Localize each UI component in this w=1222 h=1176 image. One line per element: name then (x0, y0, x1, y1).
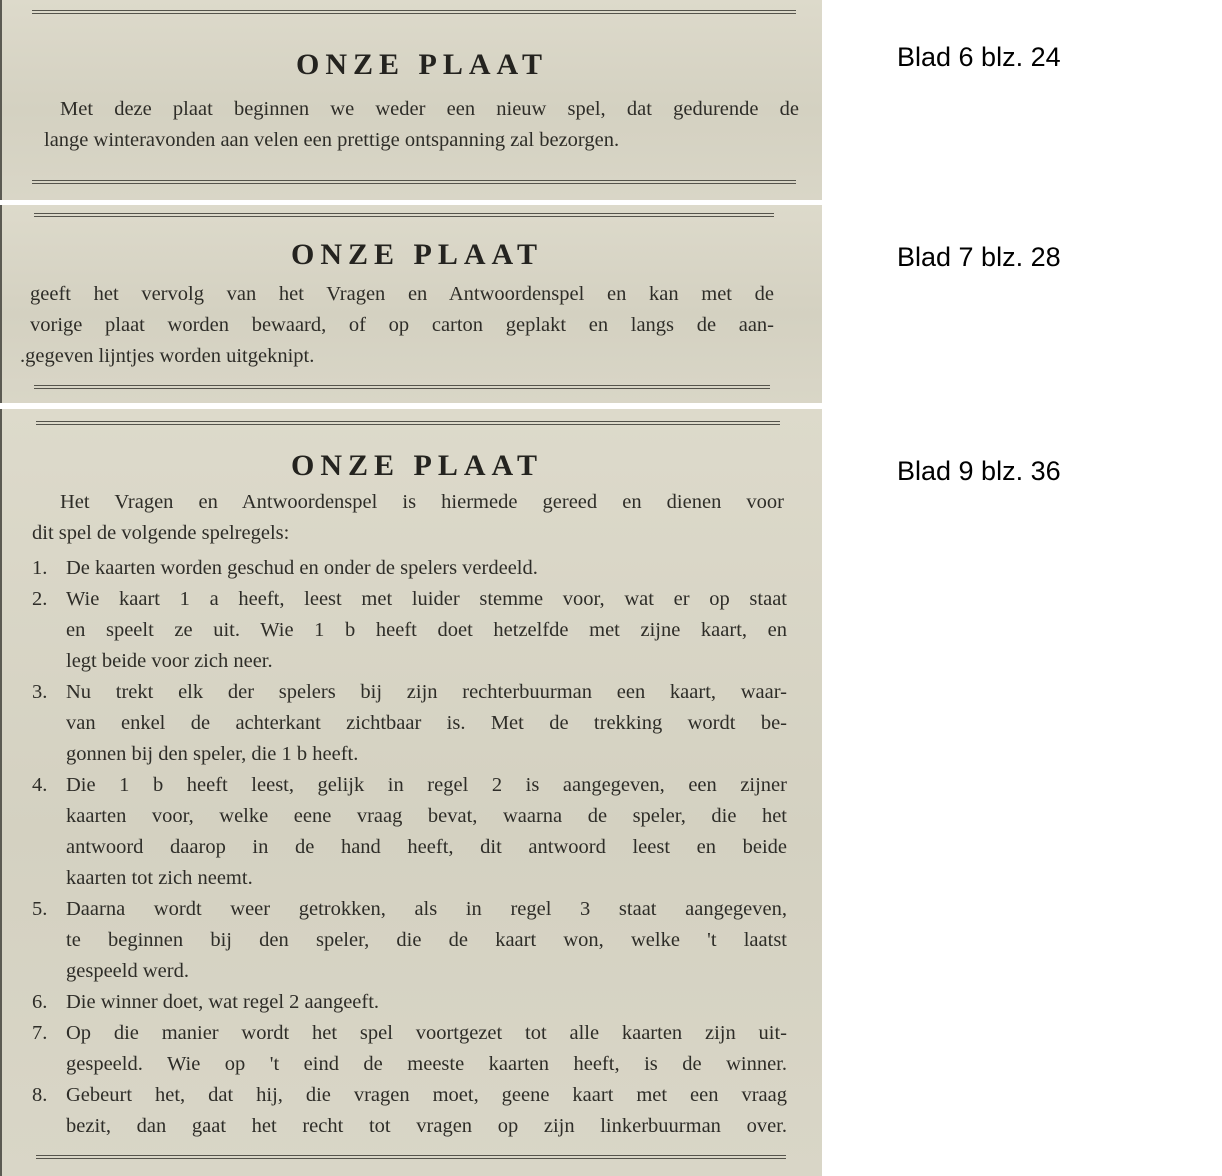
rule-number: 8. (32, 1084, 48, 1106)
text-line: vorige plaat worden bewaard, of op carton geplakt en langs de aan- (30, 314, 774, 336)
text-line: Wie kaart 1 a heeft, leest met luider stemme voor, wat er op staat (66, 588, 787, 610)
rule-item (32, 770, 787, 894)
rule-number: 2. (32, 588, 48, 610)
text-line: gespeeld. Wie op 't eind de meeste kaarten heeft, is de winner. (66, 1053, 787, 1075)
text-line: Op die manier wordt het spel voortgezet tot alle kaarten zijn uit- (66, 1022, 787, 1044)
text-line: gonnen bij den speler, die 1 b heeft. (66, 743, 359, 765)
text-line: geeft het vervolg van het Vragen en Antwoordenspel en kan met de (30, 283, 774, 305)
text-line: kaarten tot zich neemt. (66, 867, 253, 889)
text-line: Met deze plaat beginnen we weder een nieuw spel, dat gedurende de (60, 98, 799, 120)
text-line: Het Vragen en Antwoordenspel is hiermede gereed en dienen voor (60, 491, 784, 513)
text-line: Die 1 b heeft leest, gelijk in regel 2 is aangegeven, een zijner (66, 774, 787, 796)
text-line: dit spel de volgende spelregels: (32, 522, 290, 544)
rule-item (32, 1018, 787, 1080)
clipping-intro (32, 487, 784, 549)
text-line: bezit, dan gaat het recht tot vragen op zijn linkerbuurman over. (66, 1115, 787, 1137)
bottom-double-rule (34, 385, 770, 389)
text-line: te beginnen bij den speler, die de kaart won, welke 't laatst (66, 929, 787, 951)
newspaper-clipping-blad-6 (0, 0, 822, 200)
rule-item (32, 553, 787, 584)
text-line: De kaarten worden geschud en onder de spelers verdeeld. (66, 557, 538, 579)
clipping-text (20, 279, 774, 372)
bottom-double-rule (36, 1155, 786, 1159)
game-rules-list (32, 553, 787, 1142)
text-line: en speelt ze uit. Wie 1 b heeft doet hetzelfde met zijne kaart, en (66, 619, 787, 641)
clipping-text (44, 94, 799, 156)
source-label-blad-9: Blad 9 blz. 36 (897, 456, 1061, 486)
clipping-title: ONZE PLAAT (291, 238, 543, 271)
text-line: Gebeurt het, dat hij, die vragen moet, geene kaart met een vraag (66, 1084, 787, 1106)
rule-item (32, 1080, 787, 1142)
rule-item (32, 987, 787, 1018)
bottom-double-rule (32, 180, 796, 184)
clipping-title: ONZE PLAAT (296, 48, 548, 81)
rule-number: 6. (32, 991, 48, 1013)
text-line: Die winner doet, wat regel 2 aangeeft. (66, 991, 380, 1013)
text-line: gespeeld werd. (66, 960, 189, 982)
text-line: .gegeven lijntjes worden uitgeknipt. (20, 345, 315, 367)
text-line: Nu trekt elk der spelers bij zijn rechterbuurman een kaart, waar- (66, 681, 787, 703)
top-double-rule (36, 421, 780, 425)
newspaper-clipping-blad-9 (0, 409, 822, 1176)
source-label-blad-7: Blad 7 blz. 28 (897, 242, 1061, 272)
text-line: antwoord daarop in de hand heeft, dit antwoord leest en beide (66, 836, 787, 858)
rule-number: 5. (32, 898, 48, 920)
text-line: Daarna wordt weer getrokken, als in regel 3 staat aangegeven, (66, 898, 787, 920)
text-line: lange winteravonden aan velen een prettige ontspanning zal bezorgen. (44, 129, 620, 151)
rule-item (32, 894, 787, 987)
text-line: legt beide voor zich neer. (66, 650, 273, 672)
rule-number: 4. (32, 774, 48, 796)
source-label-blad-6: Blad 6 blz. 24 (897, 42, 1061, 72)
rule-item (32, 677, 787, 770)
rule-number: 3. (32, 681, 48, 703)
rule-number: 7. (32, 1022, 48, 1044)
top-double-rule (34, 213, 774, 217)
top-double-rule (32, 10, 796, 14)
rule-item (32, 584, 787, 677)
rule-number: 1. (32, 557, 48, 579)
text-line: kaarten voor, welke eene vraag bevat, waarna de speler, die het (66, 805, 787, 827)
clipping-title: ONZE PLAAT (291, 449, 543, 482)
newspaper-clipping-blad-7 (0, 205, 822, 403)
text-line: van enkel de achterkant zichtbaar is. Met de trekking wordt be- (66, 712, 787, 734)
